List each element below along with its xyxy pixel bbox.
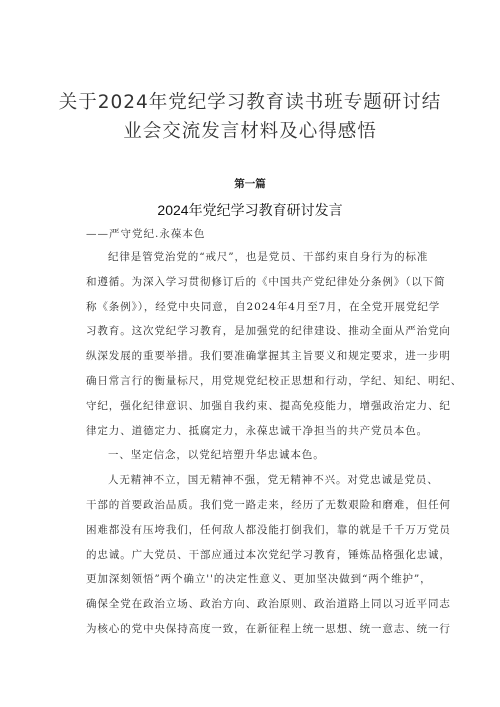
body-line: 干部的首要政治品质。我们党一路走来，经历了无数艰险和磨难，但任何 xyxy=(86,498,451,511)
body-line: 确保全党在政治立场、政治方向、政治原则、政治道路上同以习近平同志 xyxy=(86,598,451,611)
body-line: 纪律是管党治党的“戒尺”，也是党员、干部约束自身行为的标准 xyxy=(108,251,429,263)
body-line: 的忠诚。广大党员、干部应通过本次党纪学习教育，锤炼品格强化忠诚， xyxy=(86,548,451,561)
body-line: 律定力、道德定力、抵腐定力，永葆忠诚干净担当的共产党员本色。 xyxy=(86,424,428,437)
body-line: 习教育。这次党纪学习教育，是加强党的纪律建设、推动全面从严治党向 xyxy=(86,325,451,338)
body-line: 一、坚定信念，以党纪培塑升华忠诚本色。 xyxy=(108,449,325,462)
document-title xyxy=(40,88,460,146)
body-line: 人无精神不立，国无精神不强，党无精神不兴。对党忠诚是党员、 xyxy=(108,474,439,487)
body-line: 为核心的党中央保持高度一致，在新征程上统一思想、统一意志、统一行 xyxy=(86,622,451,635)
body-line: 困难都没有压垮我们，任何敌人都没能打倒我们，靠的就是千千万万党员 xyxy=(86,523,451,536)
body-line: 确日常言行的衡量标尺，用党规党纪校正思想和行动，学纪、知纪、明纪、 xyxy=(86,374,463,387)
body-line: 守纪，强化纪律意识、加强自我约束、提高免疫能力，增强政治定力、纪 xyxy=(86,399,451,412)
body-line: 更加深刻领悟”两个确立''的决定性意义、更加坚决做到“两个维护”， xyxy=(86,573,432,586)
byline: ——严守党纪.永葆本色 xyxy=(86,228,206,240)
chapter-label: 第一篇 xyxy=(234,178,266,190)
body-line: 纵深发展的重要举措。我们要准确掌握其主旨要义和规定要求，进一步明 xyxy=(86,350,451,363)
title-line-1: 关于2024年党纪学习教育读书班专题研讨结 xyxy=(58,92,442,113)
body-text xyxy=(86,245,463,642)
section-subtitle: 2024年党纪学习教育研讨发言 xyxy=(157,202,343,218)
body-line: 称《条例》），经党中央同意，自2024年4月至7月，在全党开展党纪学 xyxy=(86,300,441,313)
body-line: 和遵循。为深入学习贯彻修订后的《中国共产党纪律处分条例》（以下简 xyxy=(86,275,446,288)
title-line-2: 业会交流发言材料及心得感悟 xyxy=(123,121,377,142)
